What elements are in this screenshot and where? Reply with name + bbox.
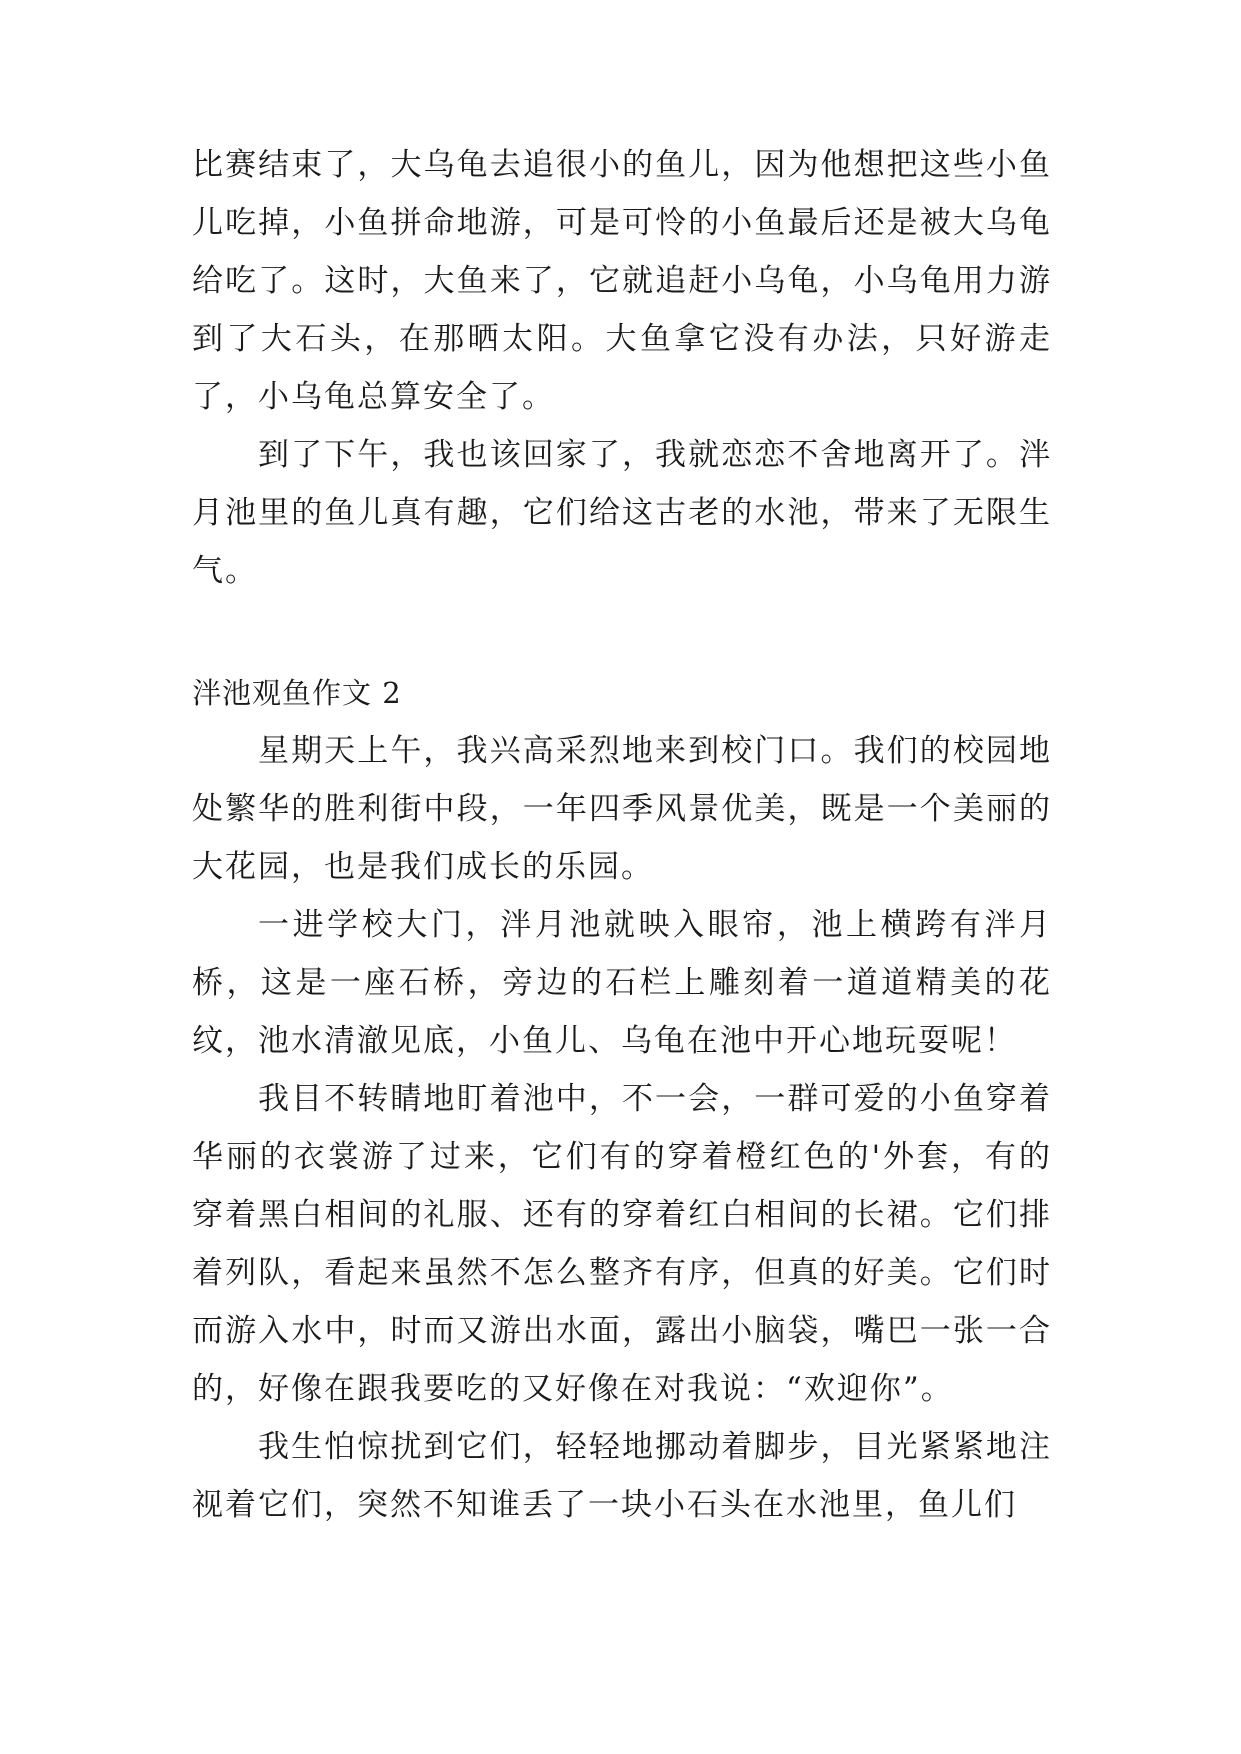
- section-title: 泮池观鱼作文 2: [192, 676, 402, 710]
- paragraph-watching-fish: 我目不转睛地盯着池中，不一会，一群可爱的小鱼穿着华丽的衣裳游了过来，它们有的穿着橙红色的'外套，有的穿着黑白相间的礼服、还有的穿着红白相间的长裙。它们排着列队，看起来虽然不怎么整齐有序，但真的好美。它们时而游入水中，时而又游出水面，露出小脑袋，嘴巴一张一合的，好像在跟我要吃的又好像在对我说：“欢迎你”。: [192, 1081, 1052, 1407]
- document-body: [192, 136, 1052, 1534]
- paragraph-ending-race: 比赛结束了，大乌龟去追很小的鱼儿，因为他想把这些小鱼儿吃掉，小鱼拼命地游，可是可怜的小鱼最后还是被大乌龟给吃了。这时，大鱼来了，它就追赶小乌龟，小乌龟用力游到了大石头，在那晒太阳。大鱼拿它没有办法，只好游走了，小乌龟总算安全了。: [192, 147, 1052, 415]
- paragraph-going-home: 到了下午，我也该回家了，我就恋恋不舍地离开了。泮月池里的鱼儿真有趣，它们给这古老的水池，带来了无限生气。: [192, 437, 1052, 589]
- paragraph-school-gate: 一进学校大门，泮月池就映入眼帘，池上横跨有泮月桥，这是一座石桥，旁边的石栏上雕刻着一道道精美的花纹，池水清澈见底，小鱼儿、乌龟在池中开心地玩耍呢！: [192, 907, 1052, 1059]
- paragraph-stone-thrown: 我生怕惊扰到它们，轻轻地挪动着脚步，目光紧紧地注视着它们，突然不知谁丢了一块小石头在水池里，鱼儿们: [192, 1429, 1052, 1523]
- paragraph-sunday-morning: 星期天上午，我兴高采烈地来到校门口。我们的校园地处繁华的胜利街中段，一年四季风景优美，既是一个美丽的大花园，也是我们成长的乐园。: [192, 733, 1052, 885]
